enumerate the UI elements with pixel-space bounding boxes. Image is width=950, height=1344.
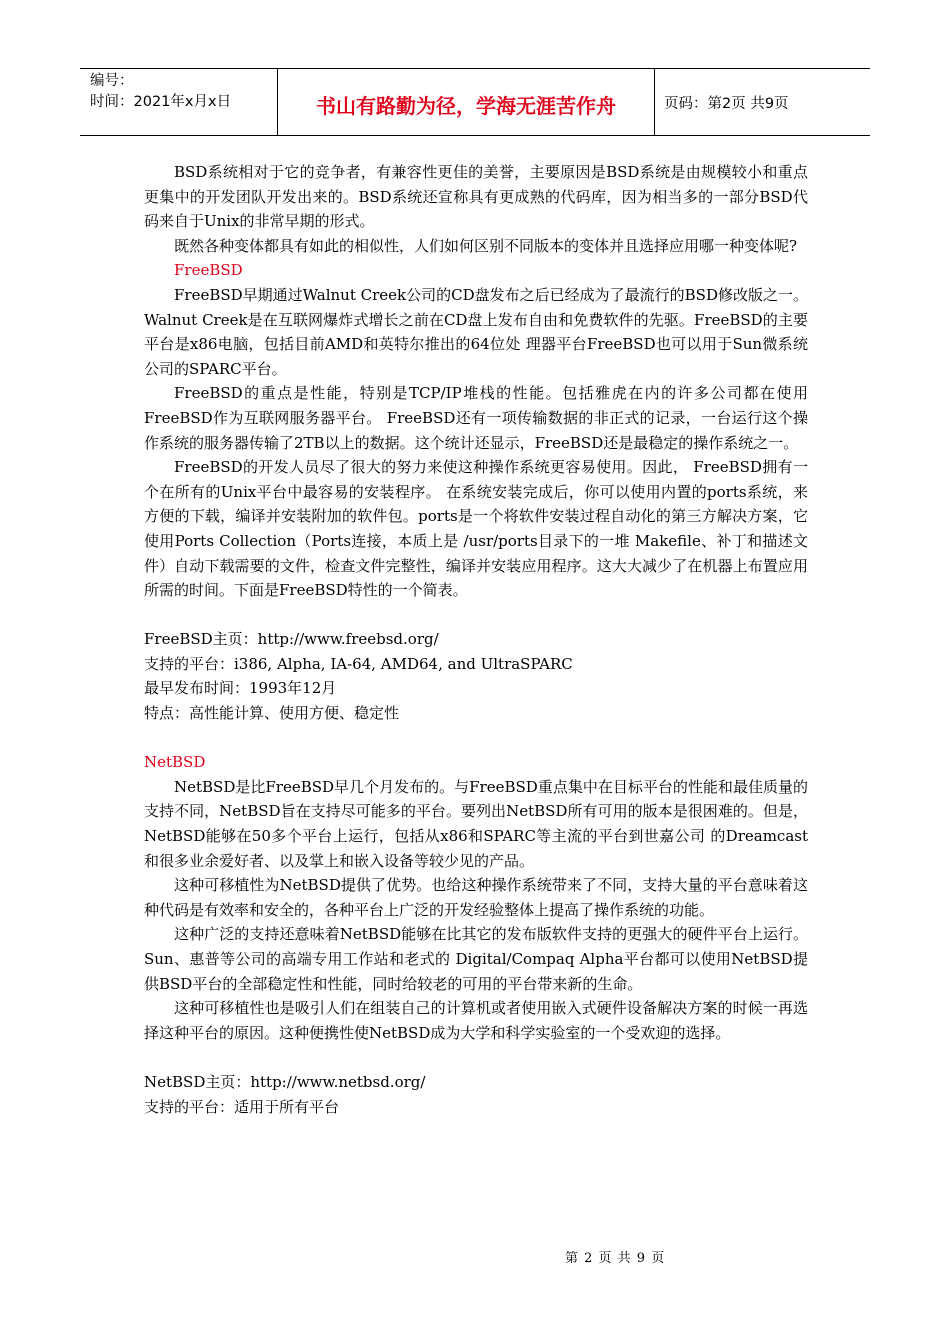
doc-time-label: 时间：2021年x月x日 — [90, 94, 232, 110]
header-page-info: 页码：第2页 共9页 — [664, 95, 789, 112]
spacer — [144, 603, 808, 628]
intro-paragraph-2: 既然各种变体都具有如此的相似性，人们如何区别不同版本的变体并且选择应用哪一种变体呢? — [174, 236, 798, 255]
netbsd-paragraph-4: 这种可移植性也是吸引人们在组装自己的计算机或者使用嵌入式硬件设备解决方案的时候一再选择这种平台的原因。这种便携性使NetBSD成为大学和科学实验室的一个受欢迎的选择。 — [144, 999, 808, 1042]
spacer — [144, 726, 808, 751]
netbsd-paragraph-2: 这种可移植性为NetBSD提供了优势。也给这种操作系统带来了不同，支持大量的平台意味着这种代码是有效率和安全的，各种平台上广泛的开发经验整体上提高了操作系统的功能。 — [144, 876, 808, 919]
freebsd-release-date: 最早发布时间：1993年12月 — [144, 679, 337, 698]
spacer — [144, 1045, 808, 1070]
freebsd-paragraph-3: FreeBSD的开发人员尽了很大的努力来使这种操作系统更容易使用。因此， FreeBSD拥有一个在所有的Unix平台中最容易的安装程序。 在系统安装完成后，你可以使用内置的ports系统，来方便的下载，编译并安装附加的软件包。ports是一个将软件安装过程自动化的第三方解决方案，它使用Ports Collection（Ports连接，本质上是 /usr/ports目录下的一堆 Makefile、补丁和描述文件）自动下载需要的文件，检查文件完整性，编译并安装应用程序。这大大减少了在机器上布置应用所需的时间。下面是FreeBSD特性的一个简表。 — [144, 458, 808, 600]
freebsd-paragraph-1: FreeBSD早期通过Walnut Creek公司的CD盘发布之后已经成为了最流行的BSD修改版之一。Walnut Creek是在互联网爆炸式增长之前在CD盘上发布自由和免费软件的先驱。FreeBSD的主要平台是x86电脑，包括目前AMD和英特尔推出的64位处 理器平台FreeBSD也可以用于Sun微系统公司的SPARC平台。 — [144, 285, 808, 378]
freebsd-homepage: FreeBSD主页：http://www.freebsd.org/ — [144, 630, 439, 649]
freebsd-platforms: 支持的平台：i386, Alpha, IA-64, AMD64, and UltraSPARC — [144, 654, 573, 673]
header-motto: 书山有路勤为径，学海无涯苦作舟 — [278, 69, 655, 135]
document-body — [144, 160, 808, 1119]
netbsd-platforms: 支持的平台：适用于所有平台 — [144, 1097, 340, 1116]
intro-paragraph-1: BSD系统相对于它的竞争者，有兼容性更佳的美誉，主要原因是BSD系统是由规模较小和重点更集中的开发团队开发出来的。BSD系统还宣称具有更成熟的代码库，因为相当多的一部分BSD代码来自于Unix的非常早期的形式。 — [144, 163, 808, 231]
netbsd-heading: NetBSD — [144, 753, 206, 772]
netbsd-homepage: NetBSD主页：http://www.netbsd.org/ — [144, 1072, 426, 1091]
page-header — [80, 68, 870, 136]
doc-code-label: 编号： — [90, 73, 134, 89]
page-footer-number: 第 2 页 共 9 页 — [565, 1251, 666, 1266]
netbsd-paragraph-3: 这种广泛的支持还意味着NetBSD能够在比其它的发布版软件支持的更强大的硬件平台上运行。Sun、惠普等公司的高端专用工作站和老式的 Digital/Compaq Alpha平台都可以使用NetBSD提供BSD平台的全部稳定性和性能，同时给较老的可用的平台带来新的生命。 — [144, 925, 808, 993]
freebsd-features: 特点：高性能计算、使用方便、稳定性 — [144, 704, 400, 723]
header-meta — [80, 69, 278, 135]
freebsd-paragraph-2: FreeBSD的重点是性能，特别是TCP/IP堆栈的性能。包括雅虎在内的许多公司都在使用FreeBSD作为互联网服务器平台。 FreeBSD还有一项传输数据的非正式的记录，一台运行这个操作系统的服务器传输了2TB以上的数据。这个统计还显示，FreeBSD还是最稳定的操作系统之一。 — [144, 384, 808, 452]
freebsd-heading: FreeBSD — [174, 261, 243, 280]
netbsd-paragraph-1: NetBSD是比FreeBSD早几个月发布的。与FreeBSD重点集中在目标平台的性能和最佳质量的支持不同，NetBSD旨在支持尽可能多的平台。要列出NetBSD所有可用的版本是很困难的。但是，NetBSD能够在50多个平台上运行，包括从x86和SPARC等主流的平台到世嘉公司 的Dreamcast和很多业余爱好者、以及掌上和嵌入设备等较少见的产品。 — [144, 777, 808, 870]
